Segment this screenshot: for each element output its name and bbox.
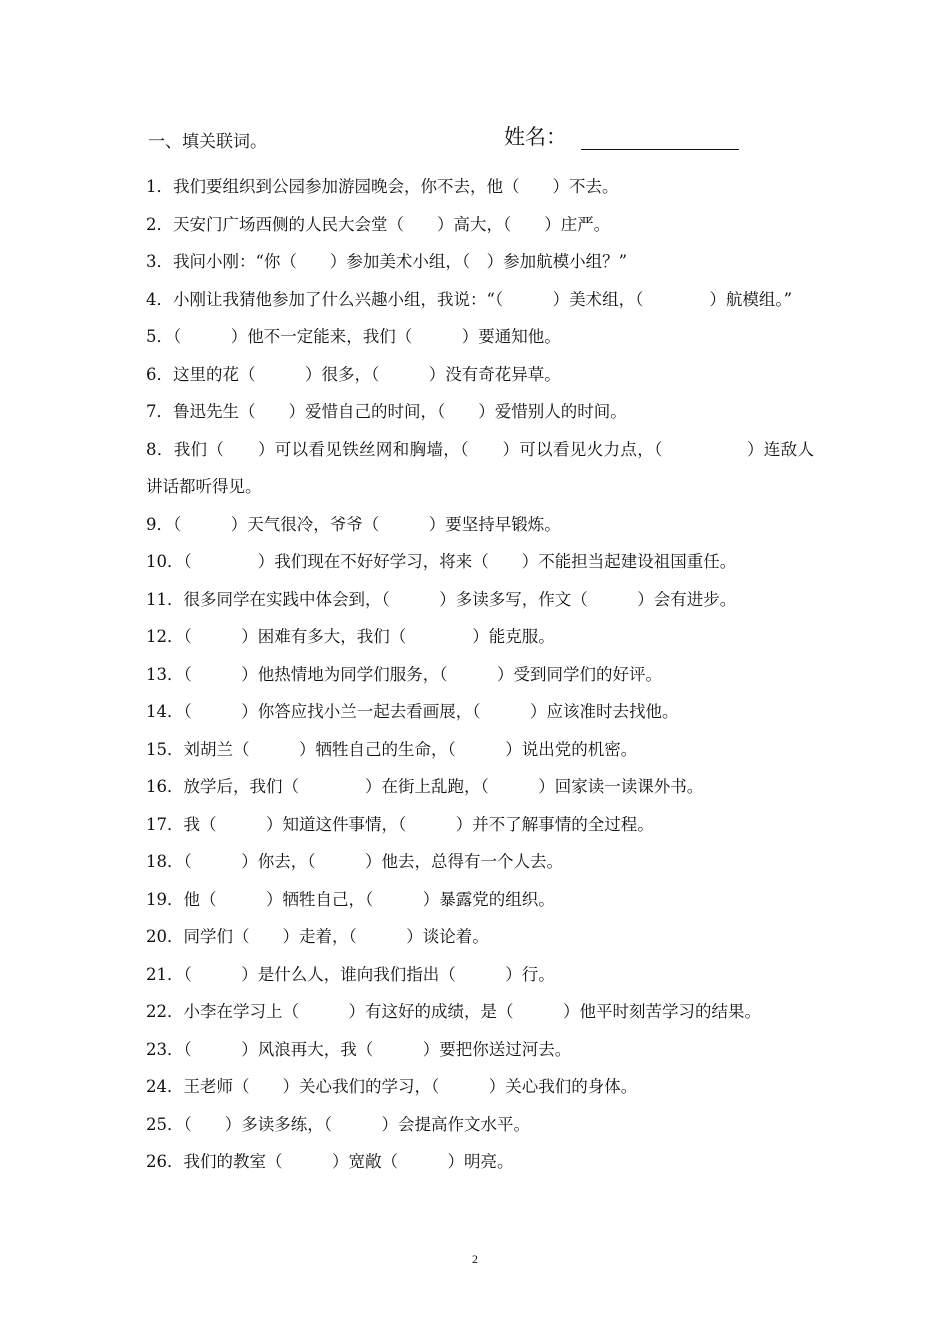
exercise-item-9: 9．（ ）天气很冷，爷爷（ ）要坚持早锻炼。 bbox=[146, 514, 561, 534]
exercise-item-15: 15．刘胡兰（ ）牺牲自己的生命，（ ）说出党的机密。 bbox=[146, 739, 638, 759]
exercise-item-16: 16．放学后，我们（ ）在街上乱跑，（ ）回家读一读课外书。 bbox=[146, 777, 704, 796]
name-blank-line[interactable] bbox=[581, 149, 739, 150]
exercise-item-5: 5．（ ）他不一定能来，我们（ ）要通知他。 bbox=[146, 327, 561, 346]
exercise-item-24: 24．王老师（ ）关心我们的学习，（ ）关心我们的身体。 bbox=[146, 1077, 638, 1096]
exercise-item-17: 17．我（ ）知道这件事情，（ ）并不了解事情的全过程。 bbox=[146, 814, 654, 834]
exercise-item-21: 21．（ ）是什么人，谁向我们指出（ ）行。 bbox=[146, 964, 555, 984]
exercise-item-13: 13．（ ）他热情地为同学们服务，（ ）受到同学们的好评。 bbox=[146, 664, 662, 684]
exercise-item-26: 26．我们的教室（ ）宽敞（ ）明亮。 bbox=[146, 1152, 514, 1171]
exercise-item-23: 23．（ ）风浪再大，我（ ）要把你送过河去。 bbox=[146, 1039, 572, 1059]
exercise-item-8: 8．我们（ ）可以看见铁丝网和胸墙，（ ）可以看见火力点，（ ）连敌人讲话都听得见。 bbox=[146, 439, 814, 496]
exercise-item-10: 10．（ ）我们现在不好好学习，将来（ ）不能担当起建设祖国重任。 bbox=[146, 552, 737, 571]
worksheet-header bbox=[148, 121, 788, 161]
exercise-item-1: 1．我们要组织到公园参加游园晚会，你不去，他（ ）不去。 bbox=[146, 177, 619, 196]
exercise-item-25: 25．（ ）多读多练，（ ）会提高作文水平。 bbox=[146, 1114, 530, 1134]
section-title: 一、填关联词。 bbox=[148, 132, 267, 152]
exercise-item-19: 19．他（ ）牺牲自己，（ ）暴露党的组织。 bbox=[146, 889, 555, 909]
exercise-item-14: 14．（ ）你答应找小兰一起去看画展，（ ）应该准时去找他。 bbox=[146, 702, 679, 721]
exercise-item-3: 3．我问小刚：“你（ ）参加美术小组，（ ）参加航模小组？” bbox=[146, 252, 628, 271]
name-label: 姓名： bbox=[504, 125, 567, 149]
exercise-item-6: 6．这里的花（ ）很多，（ ）没有奇花异草。 bbox=[146, 364, 561, 384]
exercise-item-18: 18．（ ）你去，（ ）他去，总得有一个人去。 bbox=[146, 852, 563, 871]
exercise-item-11: 11．很多同学在实践中体会到，（ ）多读多写，作文（ ）会有进步。 bbox=[146, 589, 737, 609]
exercise-item-22: 22．小李在学习上（ ）有这好的成绩，是（ ）他平时刻苦学习的结果。 bbox=[146, 1002, 761, 1021]
page-number: 2 bbox=[472, 1252, 478, 1266]
exercise-item-12: 12．（ ）困难有多大，我们（ ）能克服。 bbox=[146, 627, 555, 646]
exercise-item-20: 20．同学们（ ）走着，（ ）谈论着。 bbox=[146, 927, 489, 946]
exercise-item-2: 2．天安门广场西侧的人民大会堂（ ）高大，（ ）庄严。 bbox=[146, 214, 611, 234]
exercise-item-7: 7．鲁迅先生（ ）爱惜自己的时间，（ ）爱惜别人的时间。 bbox=[146, 402, 627, 421]
exercise-item-4: 4．小刚让我猜他参加了什么兴趣小组，我说：“（ ）美术组，（ ）航模组。” bbox=[146, 289, 793, 309]
exercise-list bbox=[146, 168, 814, 1181]
